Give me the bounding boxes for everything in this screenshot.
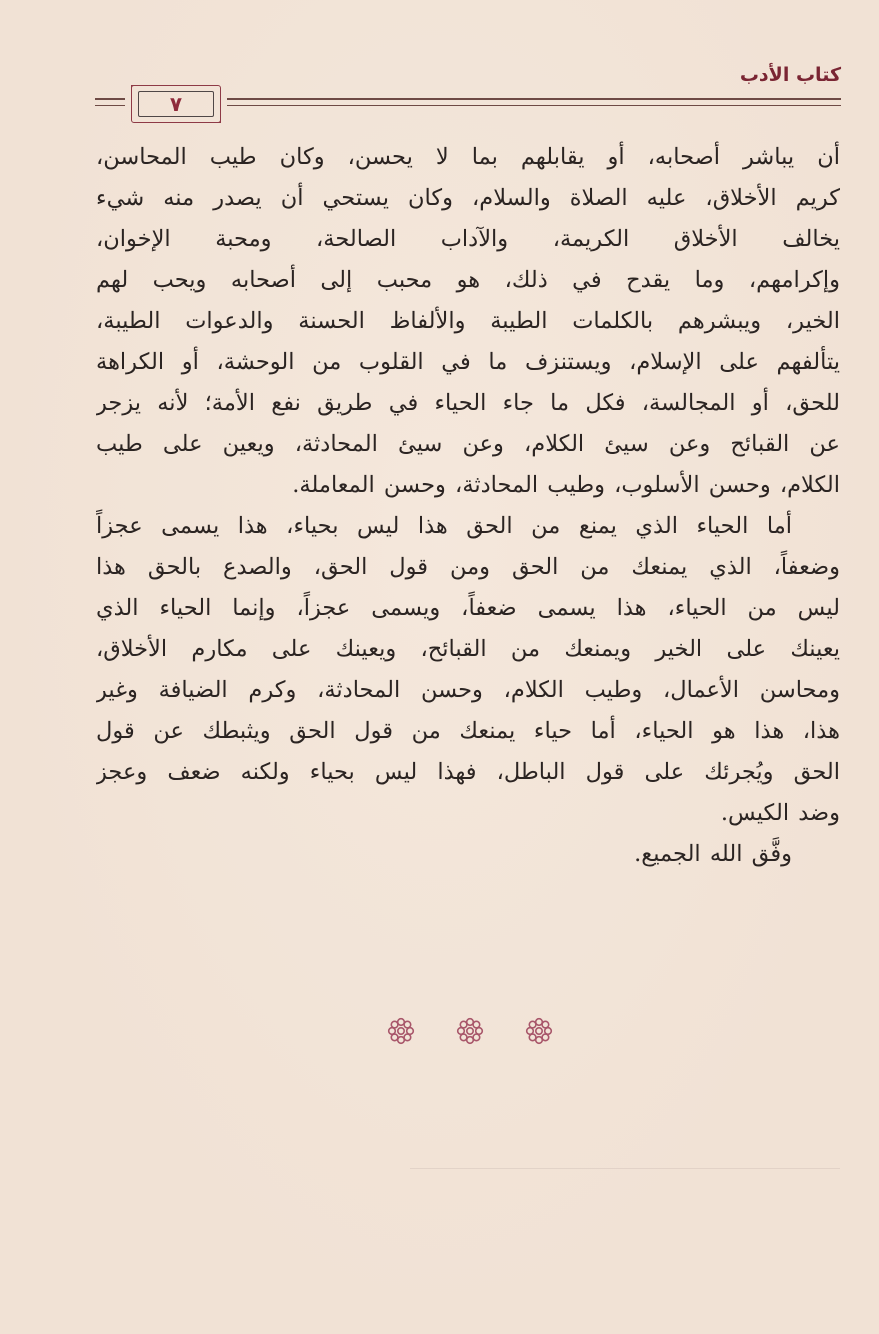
running-title: كتاب الأدب	[739, 64, 841, 86]
text-line: الكلام، وحسن الأسلوب، وطيب المحادثة، وحسن المعاملة.	[292, 472, 840, 498]
text-line: وضعفاً، الذي يمنعك من الحق ومن قول الحق، والصدع بالحق هذا	[96, 554, 840, 580]
text-line: الخير، ويبشرهم بالكلمات الطيبة والألفاظ الحسنة والدعوات الطيبة،	[96, 308, 840, 334]
text-line: أن يباشر أصحابه، أو يقابلهم بما لا يحسن، وكان طيب المحاسن،	[96, 144, 840, 170]
text-line: يعينك على الخير ويمنعك من القبائح، ويعينك على مكارم الأخلاق،	[96, 636, 840, 662]
text-line: ومحاسن الأعمال، وطيب الكلام، وحسن المحادثة، وكرم الضيافة وغير	[96, 677, 840, 703]
header-double-rule-left	[95, 98, 125, 106]
text-line: للحق، أو المجالسة، فكل ما جاء الحياء في طريق نفع الأمة؛ لأنه يزجر	[96, 390, 840, 416]
header-double-rule	[227, 98, 841, 106]
show-through-rule	[410, 1168, 840, 1169]
rosette-icon	[454, 1015, 486, 1047]
paragraph-2	[96, 506, 840, 834]
page-number-frame	[131, 85, 221, 123]
body-text	[96, 137, 840, 875]
text-line: يتألفهم على الإسلام، ويستنزف ما في القلوب من الوحشة، أو الكراهة	[96, 349, 840, 375]
text-line: ليس من الحياء، هذا يسمى ضعفاً، ويسمى عجزاً، وإنما الحياء الذي	[96, 595, 840, 621]
section-end-ornaments	[385, 1014, 555, 1048]
text-line: الحق ويُجرئك على قول الباطل، فهذا ليس بحياء ولكنه ضعف وعجز	[96, 759, 840, 785]
text-line: أما الحياء الذي يمنع من الحق هذا ليس بحياء، هذا يسمى عجزاً	[96, 513, 792, 539]
text-line: هذا، هذا هو الحياء، أما حياء يمنعك من قول الحق ويثبطك عن قول	[96, 718, 840, 744]
text-line: كريم الأخلاق، عليه الصلاة والسلام، وكان يستحي أن يصدر منه شيء	[96, 185, 840, 211]
page-number: ٧	[169, 92, 183, 116]
page-number-frame-inner	[138, 91, 214, 117]
text-line: وإكرامهم، وما يقدح في ذلك، هو محبب إلى أصحابه ويحب لهم	[96, 267, 840, 293]
rosette-icon	[385, 1015, 417, 1047]
closing-line: وفَّق الله الجميع.	[634, 841, 792, 867]
text-line: يخالف الأخلاق الكريمة، والآداب الصالحة، ومحبة الإخوان،	[96, 226, 840, 252]
text-line: عن القبائح وعن سيئ الكلام، وعن سيئ المحادثة، ويعين على طيب	[96, 431, 840, 457]
rosette-icon	[523, 1015, 555, 1047]
paragraph-1	[96, 137, 840, 506]
text-line: وضد الكيس.	[720, 800, 840, 826]
